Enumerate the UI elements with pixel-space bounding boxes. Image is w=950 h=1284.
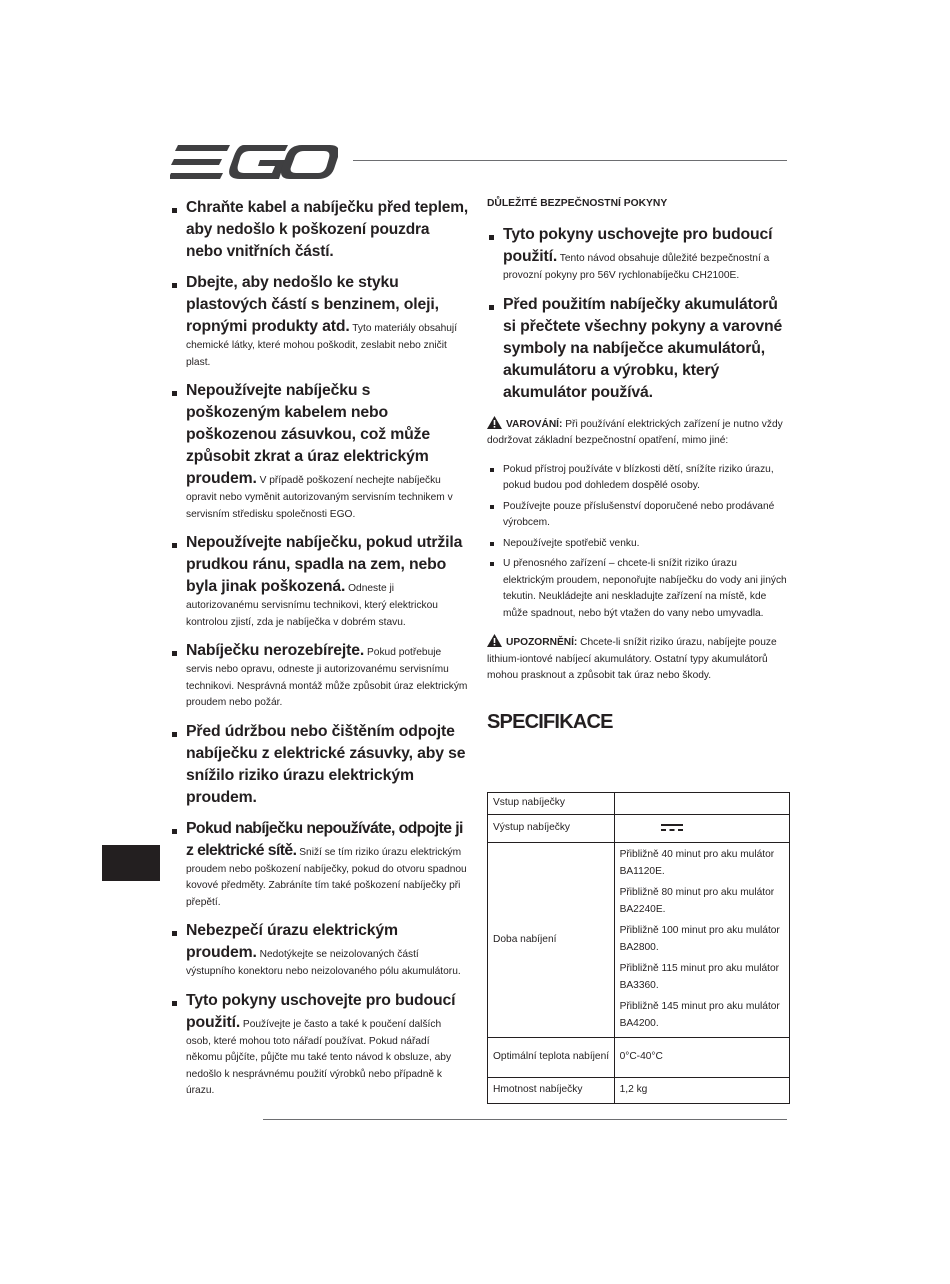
bullet-square-icon (490, 562, 494, 566)
bullet-square-icon (172, 931, 177, 936)
spec-label: Doba nabíjení (488, 843, 615, 1038)
list-item (487, 499, 790, 532)
bullet-square-icon (172, 829, 177, 834)
charging-time-item: Přibližně 145 minut pro aku mulátor BA4200. (619, 1001, 780, 1029)
bullet-square-icon (172, 732, 177, 737)
warning-paragraph (487, 416, 790, 450)
item-heading: Před použitím nabíječky akumulátorů si přečtete všechny pokyny a varovné symboly na nabíječce akumulátorů, akumulátoru a výrobku, který akumulátor používá. (503, 295, 783, 401)
spec-value: 0°C-40°C (614, 1038, 789, 1078)
list-item (487, 224, 790, 285)
table-row (488, 1078, 790, 1104)
item-heading: Tyto pokyny uschovejte pro budoucí použití. (186, 991, 456, 1031)
item-text: U přenosného zařízení – chcete-li snížit riziko úrazu elektrickým proudem, neponořujte nabíječku do vody ani jiných tekutin. Neukládejte ani neskladujte zařízení na místě, kde může spadnout, nebo být vtažen do vany nebo umyvadla. (503, 558, 787, 619)
spec-value (614, 843, 789, 1038)
item-text: Pokud potřebuje servis nebo opravu, odneste ji autorizovanému servisnímu technikovi. Nesprávná montáž může způsobit úraz elektrickým proudem nebo požár. (186, 647, 468, 708)
list-item (170, 272, 468, 371)
dc-current-icon (660, 823, 684, 833)
item-text: Nedotýkejte se neizolovaných částí výstupního konektoru nebo neizolovaného pólu akumulátoru. (186, 949, 461, 977)
bullet-square-icon (172, 651, 177, 656)
spec-label: Vstup nabíječky (488, 793, 615, 815)
table-row (488, 793, 790, 815)
list-item (170, 197, 468, 263)
warning-text: Při používání elektrických zařízení je nutno vždy dodržovat základní bezpečnostní opatření, mimo jiné: (487, 418, 783, 446)
table-row (488, 815, 790, 843)
bullet-square-icon (490, 542, 494, 546)
bullet-square-icon (489, 235, 494, 240)
bullet-square-icon (489, 305, 494, 310)
section-tab-marker (102, 845, 160, 881)
section-label: DŮLEŽITÉ BEZPEČNOSTNÍ POKYNY (487, 198, 668, 209)
warning-triangle-icon (487, 634, 502, 647)
header-rule (353, 160, 787, 161)
list-item (170, 920, 468, 981)
table-row (488, 1038, 790, 1078)
list-item (170, 818, 468, 912)
specs-table (487, 792, 790, 1104)
list-item (170, 532, 468, 631)
bullet-square-icon (172, 543, 177, 548)
item-text: Odneste ji autorizovanému servisnímu technikovi, který elektrickou kontrolou zjistí, zda je nabíječka v dobrém stavu. (186, 583, 438, 628)
list-item (170, 990, 468, 1100)
item-heading: Chraňte kabel a nabíječku před teplem, aby nedošlo k poškození pouzdra nebo vnitřních částí. (186, 199, 469, 260)
list-item (170, 380, 468, 523)
item-heading: Nebezpečí úrazu elektrickým proudem. (186, 922, 398, 961)
item-text: V případě poškození nechejte nabíječku opravit nebo vyměnit autorizovaným servisním technikem v servisním středisku společnosti EGO. (186, 475, 453, 520)
right-column (487, 197, 790, 735)
caution-text: Chcete-li snížit riziko úrazu, nabíjejte pouze lithium-iontové nabíjecí akumulátory. Ostatní typy akumulátorů mohou prasknout a způsobit tak úraz nebo škody. (487, 637, 777, 681)
item-text: Nepoužívejte spotřebič venku. (503, 537, 640, 549)
bullet-square-icon (172, 208, 177, 213)
bullet-square-icon (490, 505, 494, 509)
list-item (487, 294, 790, 404)
charging-time-item: Přibližně 115 minut pro aku mulátor BA3360. (619, 963, 780, 991)
list-item (487, 556, 790, 622)
spec-label: Výstup nabíječky (488, 815, 615, 843)
bullet-square-icon (172, 1001, 177, 1006)
ego-logo (170, 143, 338, 181)
item-text: Sniží se tím riziko úrazu elektrickým proudem nebo poškození nabíječky, pokud do otvoru spadnou kovové předměty. Zabráníte tím také poškození nabíječky při přepětí. (186, 846, 467, 908)
specs-title: SPECIFIKACE (487, 710, 613, 733)
list-item (170, 640, 468, 712)
item-text: Pokud přístroj používáte v blízkosti dětí, snížíte riziko úrazu, pokud budou pod dohledem dospělé osoby. (503, 463, 774, 491)
table-row (488, 843, 790, 1038)
charging-time-item: Přibližně 40 minut pro aku mulátor BA1120E. (619, 849, 775, 877)
list-item (170, 721, 468, 809)
bullet-square-icon (172, 391, 177, 396)
left-column (170, 197, 468, 1109)
item-text: Používejte pouze příslušenství doporučené nebo prodávané výrobcem. (503, 500, 775, 528)
spec-label: Hmotnost nabíječky (488, 1078, 615, 1104)
item-heading: Nepoužívejte nabíječku, pokud utržila prudkou ránu, spadla na zem, nebo byla jinak poškozená. (186, 534, 463, 595)
caution-paragraph (487, 634, 790, 685)
item-heading: Pokud nabíječku nepoužíváte, odpojte ji z elektrické sítě. (186, 819, 463, 859)
charging-time-item: Přibližně 80 minut pro aku mulátor BA2240E. (619, 887, 775, 915)
item-heading: Dbejte, aby nedošlo ke styku plastových částí s benzinem, oleji, ropnými produkty atd. (186, 274, 439, 335)
spec-label: Optimální teplota nabíjení (488, 1038, 615, 1078)
item-heading: Tyto pokyny uschovejte pro budoucí použití. (503, 226, 773, 265)
item-heading: Nabíječku nerozebírejte. (186, 642, 365, 659)
bullet-square-icon (172, 283, 177, 288)
item-heading: Před údržbou nebo čištěním odpojte nabíječku z elektrické zásuvky, aby se snížilo riziko úrazu elektrickým proudem. (186, 722, 466, 806)
warning-label: VAROVÁNÍ: (506, 418, 563, 430)
item-heading: Nepoužívejte nabíječku s poškozeným kabelem nebo poškozenou zásuvkou, což může způsobit zkrat a úraz elektrickým proudem. (186, 382, 431, 487)
spec-value: 1,2 kg (614, 1078, 789, 1104)
item-text: Tento návod obsahuje důležité bezpečnostní a provozní pokyny pro 56V rychlonabíječku CH2100E. (503, 253, 770, 281)
list-item (487, 536, 790, 553)
spec-value (614, 815, 789, 843)
charging-time-item: Přibližně 100 minut pro aku mulátor BA2800. (619, 925, 780, 953)
item-text: Používejte je často a také k poučení dalších osob, které mohou toto nářadí používat. Pokud nářadí někomu půjčíte, půjčte mu také tento návod k obsluze, aby nedošlo k nesprávnému použití výrobků nebo případně k úrazu. (186, 1018, 452, 1096)
footer-rule (263, 1119, 787, 1120)
bullet-square-icon (490, 468, 494, 472)
caution-label: UPOZORNĚNÍ: (506, 637, 578, 648)
spec-value (614, 793, 789, 815)
list-item (487, 462, 790, 495)
warning-triangle-icon (487, 416, 502, 429)
item-text: Tyto materiály obsahují chemické látky, které mohou poškodit, zeslabit nebo zničit plast. (186, 323, 458, 368)
